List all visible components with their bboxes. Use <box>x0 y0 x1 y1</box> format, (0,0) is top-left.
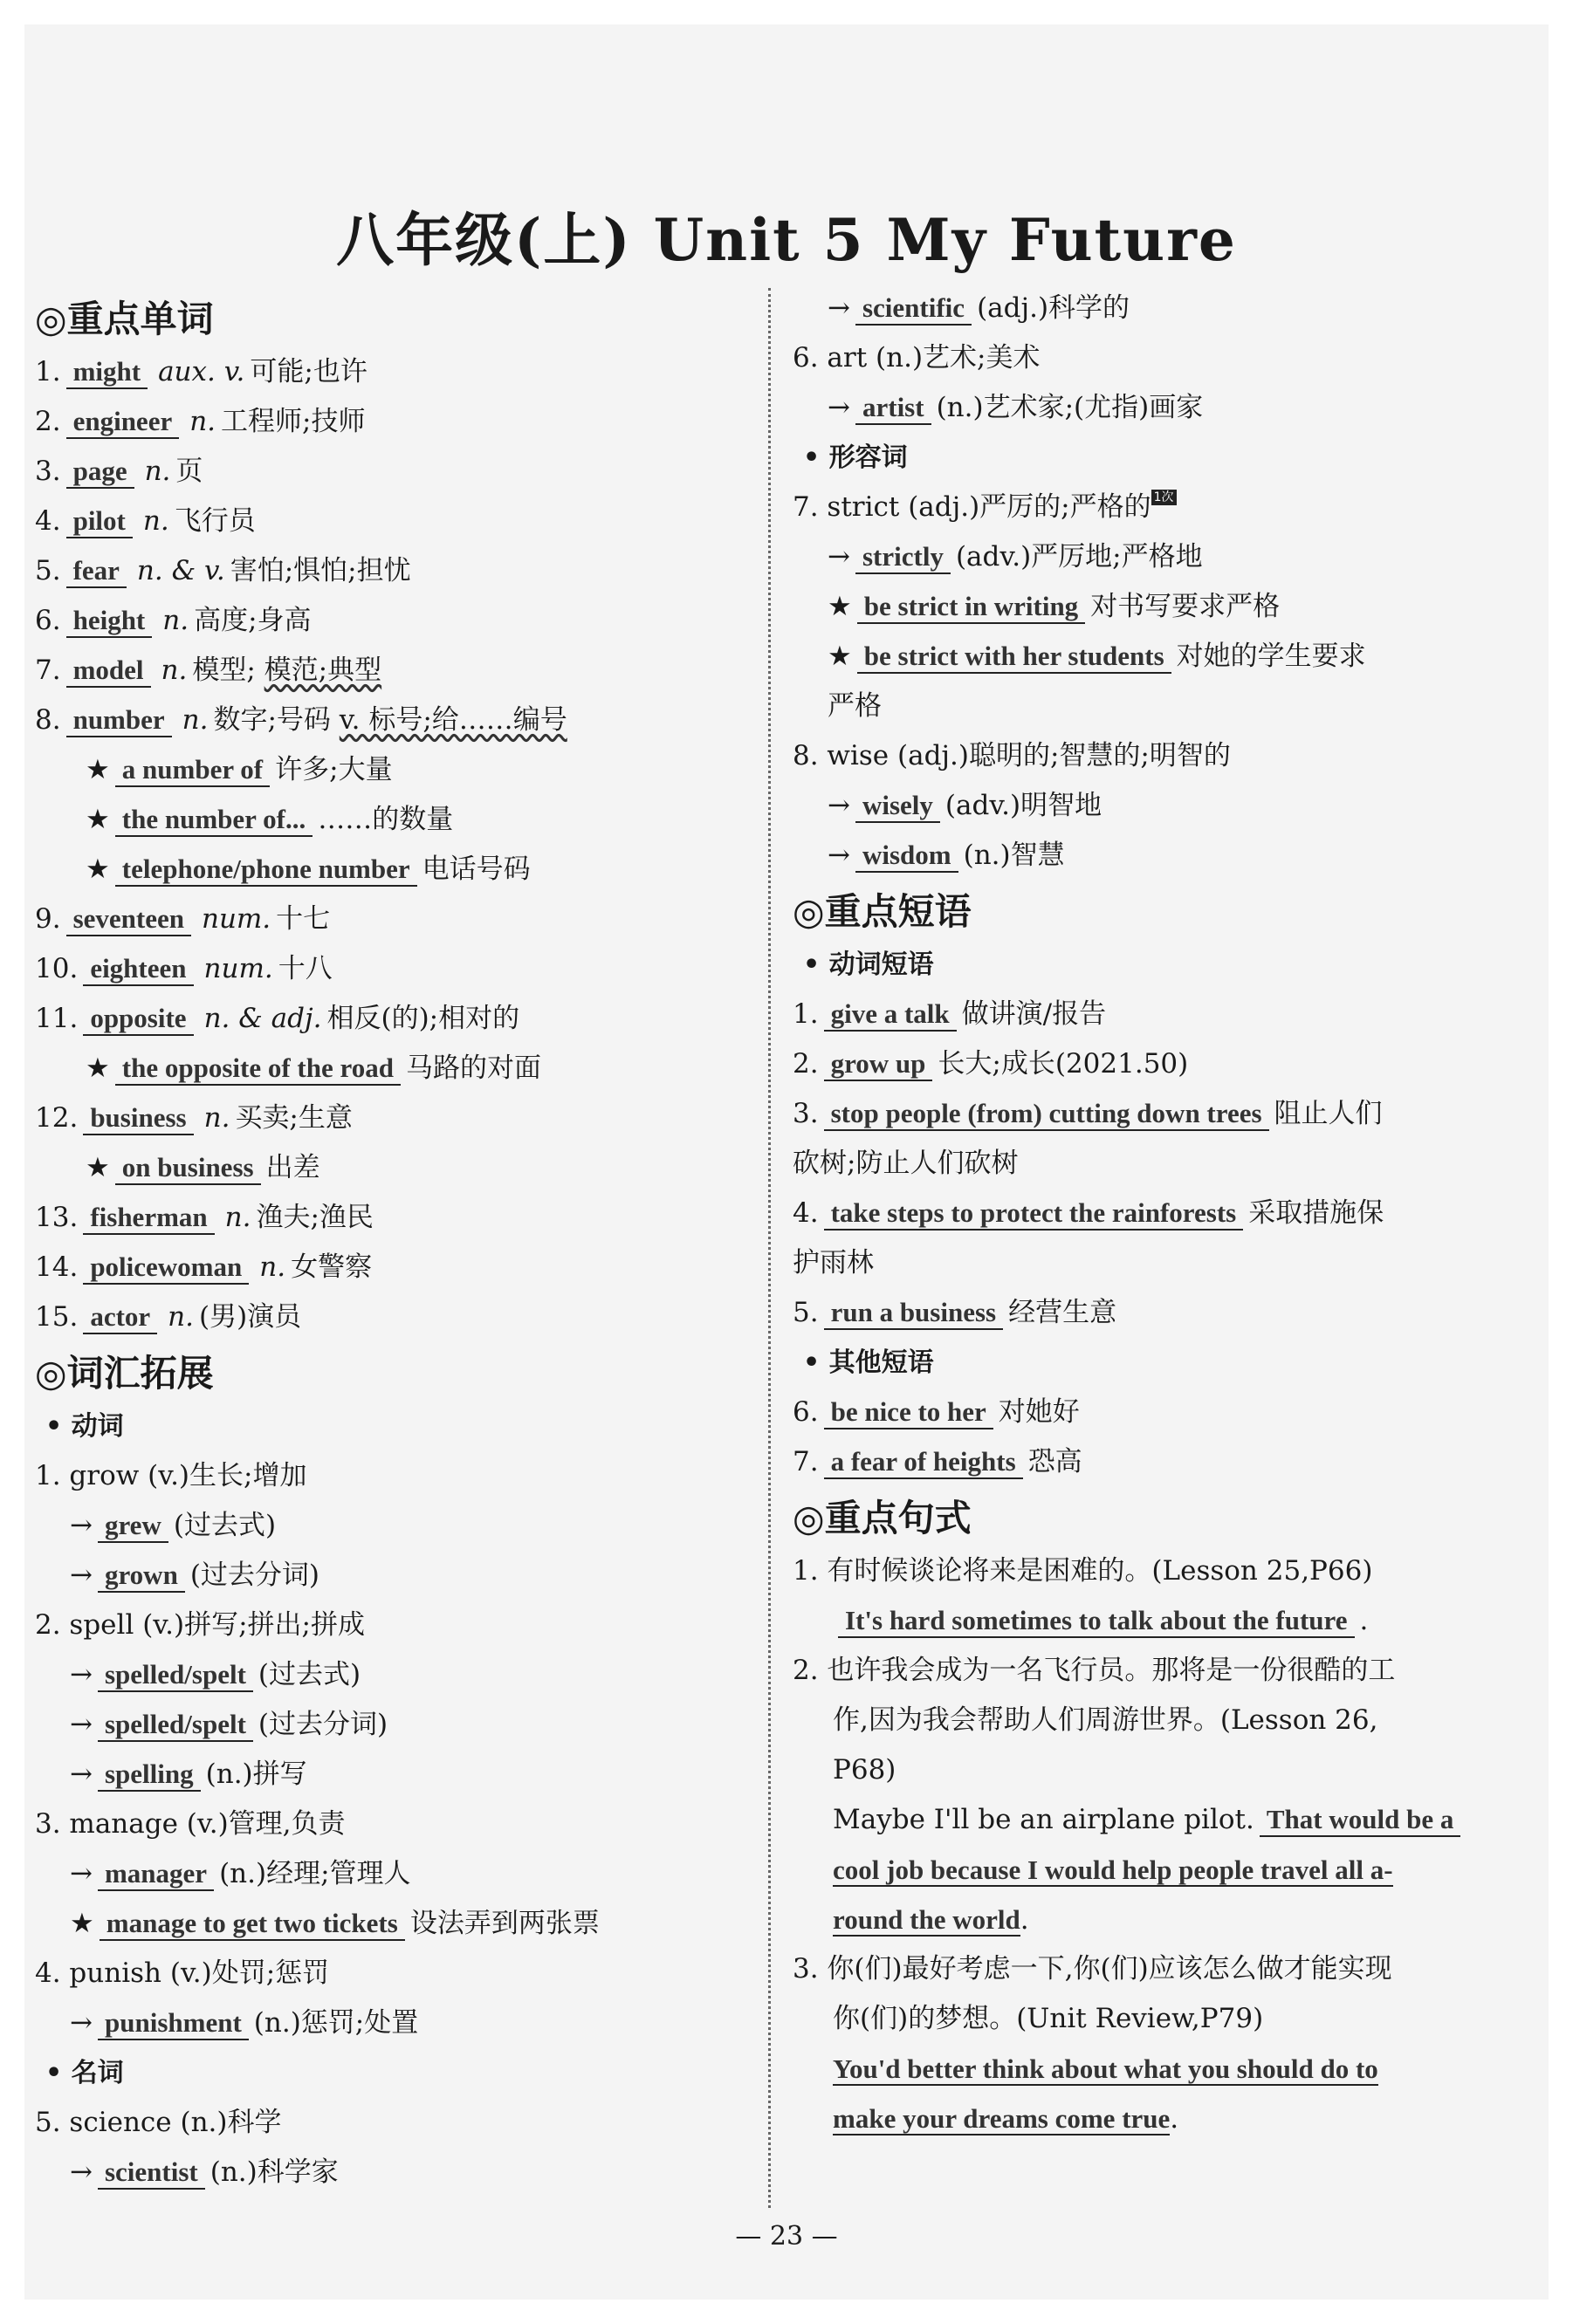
ext-strict-3 <box>793 632 1508 682</box>
ext-art-1 <box>793 383 1508 433</box>
word-item <box>35 696 751 745</box>
sentence-2-q3: P68) <box>833 1754 896 1786</box>
answer: strictly <box>855 541 951 574</box>
part-of-speech: n. <box>142 505 169 537</box>
ext-strict-2 <box>793 582 1508 632</box>
word-item <box>35 646 751 696</box>
answer: be nice to her <box>824 1396 993 1429</box>
arrow-icon: → <box>828 541 850 572</box>
gloss: (过去式) <box>258 1659 361 1690</box>
item-number: 4. <box>793 1197 819 1229</box>
ext-grow-2 <box>35 1551 751 1601</box>
ext-spell-3 <box>35 1750 751 1800</box>
item-number: 7. <box>793 1446 819 1477</box>
word-item <box>35 397 751 447</box>
period: . <box>1020 1904 1029 1936</box>
sentence-2-line1 <box>793 1795 1508 1845</box>
arrow-icon: → <box>70 1858 93 1889</box>
star-icon: ★ <box>828 641 852 672</box>
part-of-speech: n. & adj. <box>203 1003 322 1034</box>
sentence-1-answer <box>793 1596 1508 1646</box>
gloss: 害怕;惧怕;担忧 <box>230 555 411 586</box>
gloss: 对她好 <box>998 1396 1080 1428</box>
gloss: (过去分词) <box>258 1709 388 1740</box>
item-number: 12. <box>35 1102 79 1134</box>
answer: might <box>66 356 148 389</box>
sub-other-phrase: • 其他短语 <box>803 1347 934 1378</box>
sentence-3-q1: 3. 你(们)最好考虑一下,你(们)应该怎么做才能实现 <box>793 1953 1392 1985</box>
word-star-item <box>35 795 751 845</box>
answer: fisherman <box>83 1202 214 1235</box>
answer: the number of... <box>115 804 313 837</box>
word-item <box>35 1292 751 1342</box>
answer: artist <box>855 392 931 425</box>
part-of-speech: n. <box>161 655 188 686</box>
star-icon: ★ <box>86 1152 110 1183</box>
section-key-words: ◎重点单词 <box>35 298 214 340</box>
ext-manage-head: 3. manage (v.)管理,负责 <box>35 1808 346 1840</box>
ext-manage-1 <box>35 1849 751 1899</box>
ext-grow-head: 1. grow (v.)生长;增加 <box>35 1460 307 1491</box>
word-item <box>35 1093 751 1143</box>
word-item <box>35 895 751 944</box>
star-icon: ★ <box>86 854 110 885</box>
arrow-icon: → <box>828 392 850 423</box>
answer: telephone/phone number <box>115 854 417 887</box>
ext-strict-1 <box>793 532 1508 582</box>
period: . <box>1359 1605 1369 1636</box>
item-number: 8. <box>35 704 61 736</box>
answer: be strict with her students <box>857 641 1171 674</box>
phrase-4-cont: 护雨林 <box>793 1247 874 1279</box>
phrase-3 <box>793 1089 1508 1139</box>
right-column <box>793 284 1508 2143</box>
ext-strict-3-cont: 严格 <box>828 690 882 722</box>
gloss: (n.)拼写 <box>205 1758 307 1790</box>
gloss: (n.)艺术家;(尤指)画家 <box>936 392 1204 423</box>
item-number: 5. <box>793 1297 819 1328</box>
gloss: (n.)科学家 <box>210 2156 339 2188</box>
answer: fear <box>66 555 127 588</box>
answer: cool job because I would help people travel all a- <box>833 1854 1393 1885</box>
part-of-speech: n. & v. <box>136 555 225 586</box>
item-number: 3. <box>35 456 61 487</box>
word-item <box>35 1193 751 1243</box>
answer: make your dreams come true <box>833 2103 1171 2134</box>
sentence-2-line3 <box>793 1895 1508 1944</box>
left-column <box>35 288 751 2197</box>
gloss: 设法弄到两张票 <box>409 1908 600 1939</box>
answer: stop people (from) cutting down trees <box>824 1098 1269 1131</box>
phrase-6 <box>793 1388 1508 1437</box>
gloss: 飞行员 <box>174 505 256 537</box>
page-title: 八年级(上) Unit 5 My Future <box>336 206 1237 274</box>
ext-art-head: 6. art (n.)艺术;美术 <box>793 342 1041 374</box>
answer: actor <box>83 1301 157 1334</box>
answer: run a business <box>824 1297 1004 1330</box>
answer: grow up <box>824 1048 933 1081</box>
item-number: 7. <box>35 655 61 686</box>
gloss: 做讲演/报告 <box>961 998 1107 1030</box>
word-star-item <box>35 745 751 795</box>
answer: scientific <box>855 292 972 326</box>
part-of-speech: n. <box>189 406 216 437</box>
answer: eighteen <box>83 953 193 986</box>
phrase-3-cont: 砍树;防止人们砍树 <box>793 1148 1019 1179</box>
ext-manage-2 <box>35 1899 751 1949</box>
phrase-4 <box>793 1189 1508 1238</box>
star-icon: ★ <box>828 591 852 622</box>
answer: opposite <box>83 1003 193 1036</box>
arrow-icon: → <box>828 292 850 324</box>
ext-punish-1 <box>35 1998 751 2048</box>
gloss-emphasis: v. 标号;给……编号 <box>339 704 567 736</box>
sentence-3-line2 <box>793 2094 1508 2143</box>
answer: You'd better think about what you should do to <box>833 2053 1378 2084</box>
ext-grow-1 <box>35 1501 751 1551</box>
gloss: (n.)惩罚;处置 <box>253 2007 419 2039</box>
answer: engineer <box>66 406 180 439</box>
word-item <box>35 944 751 994</box>
ext-science-1 <box>35 2148 751 2197</box>
item-number: 13. <box>35 1202 79 1233</box>
answer: a fear of heights <box>824 1446 1023 1479</box>
item-number: 9. <box>35 903 61 935</box>
gloss: 工程师;技师 <box>221 406 366 437</box>
sub-verb-phrase: • 动词短语 <box>803 949 934 980</box>
star-icon: ★ <box>70 1908 94 1939</box>
ext-science-2 <box>793 284 1508 333</box>
arrow-icon: → <box>70 2156 93 2188</box>
answer: wisdom <box>855 840 958 873</box>
answer: It's hard sometimes to talk about the future <box>838 1605 1355 1638</box>
ext-spell-head: 2. spell (v.)拼写;拼出;拼成 <box>35 1609 365 1641</box>
word-star-item <box>35 845 751 895</box>
gloss: (adj.)科学的 <box>977 292 1130 324</box>
arrow-icon: → <box>70 1560 93 1591</box>
word-item <box>35 1243 751 1292</box>
item-number: 3. <box>793 1098 819 1129</box>
arrow-icon: → <box>70 1709 93 1740</box>
gloss: 买卖;生意 <box>235 1102 353 1134</box>
sentence-1-question: 1. 有时候谈论将来是困难的。(Lesson 25,P66) <box>793 1555 1373 1587</box>
item-number: 10. <box>35 953 79 984</box>
word-star-item <box>35 1044 751 1093</box>
gloss-emphasis: 模范;典型 <box>264 655 382 686</box>
word-item <box>35 546 751 596</box>
item-number: 6. <box>793 1396 819 1428</box>
arrow-icon: → <box>70 1659 93 1690</box>
item-number: 1. <box>35 356 61 387</box>
arrow-icon: → <box>828 790 850 821</box>
answer: model <box>66 655 151 688</box>
sentence-prefix: Maybe I'll be an airplane pilot. <box>833 1804 1254 1835</box>
ext-science-head: 5. science (n.)科学 <box>35 2107 282 2138</box>
answer: a number of <box>115 754 270 787</box>
gloss: 高度;身高 <box>194 605 312 636</box>
part-of-speech: n. <box>144 456 171 487</box>
answer: on business <box>115 1152 261 1185</box>
ext-wise-head: 8. wise (adj.)聪明的;智慧的;明智的 <box>793 740 1231 771</box>
gloss: 电话号码 <box>422 854 531 885</box>
gloss: 对她的学生要求 <box>1176 641 1366 672</box>
word-item <box>35 497 751 546</box>
sub-noun: • 名词 <box>45 2058 124 2088</box>
star-icon: ★ <box>86 804 110 835</box>
part-of-speech: num. <box>201 903 271 935</box>
answer: give a talk <box>824 998 957 1032</box>
phrase-2 <box>793 1039 1508 1089</box>
sub-adj: • 形容词 <box>803 442 908 473</box>
item-number: 15. <box>35 1301 79 1333</box>
sentence-2-q2: 作,因为我会帮助人们周游世界。(Lesson 26, <box>833 1704 1378 1736</box>
answer: page <box>66 456 134 489</box>
gloss: 许多;大量 <box>275 754 393 785</box>
gloss: 恐高 <box>1027 1446 1082 1477</box>
gloss: 十七 <box>276 903 331 935</box>
column-divider <box>768 288 771 2208</box>
part-of-speech: n. <box>162 605 189 636</box>
answer: round the world <box>833 1904 1020 1935</box>
gloss: (n.)智慧 <box>963 840 1065 871</box>
part-of-speech: n. <box>182 704 209 736</box>
gloss: 阻止人们 <box>1274 1098 1383 1129</box>
item-number: 11. <box>35 1003 79 1034</box>
part-of-speech: n. <box>168 1301 194 1333</box>
sub-verb: • 动词 <box>45 1411 124 1442</box>
part-of-speech: aux. v. <box>158 356 245 387</box>
phrase-5 <box>793 1288 1508 1338</box>
sentence-3-q2: 你(们)的梦想。(Unit Review,P79) <box>833 2003 1264 2034</box>
ext-wise-1 <box>793 781 1508 831</box>
answer: manager <box>98 1858 214 1891</box>
word-item <box>35 347 751 397</box>
part-of-speech: n. <box>203 1102 230 1134</box>
gloss: 女警察 <box>291 1251 373 1283</box>
answer: the opposite of the road <box>115 1052 401 1086</box>
phrase-1 <box>793 990 1508 1039</box>
gloss: 采取措施保 <box>1248 1197 1384 1229</box>
answer: spelled/spelt <box>98 1659 253 1692</box>
answer: seventeen <box>66 903 191 936</box>
gloss: 数字;号码 <box>213 704 331 736</box>
word-list <box>35 347 751 1342</box>
item-number: 14. <box>35 1251 79 1283</box>
answer: manage to get two tickets <box>100 1908 405 1941</box>
gloss: 长大;成长(2021.50) <box>938 1048 1189 1080</box>
word-item <box>35 994 751 1044</box>
item-number: 4. <box>35 505 61 537</box>
answer: business <box>83 1102 193 1135</box>
gloss: (过去分词) <box>189 1560 320 1591</box>
gloss: (adv.)严厉地;严格地 <box>955 541 1203 572</box>
answer: policewoman <box>83 1251 249 1285</box>
gloss: 模型; <box>192 655 256 686</box>
gloss: 相反(的);相对的 <box>326 1003 520 1034</box>
head-text: 7. strict (adj.)严厉的;严格的 <box>793 491 1151 523</box>
gloss: (过去式) <box>173 1510 277 1541</box>
star-icon: ★ <box>86 1052 110 1084</box>
item-number: 1. <box>793 998 819 1030</box>
item-number: 2. <box>35 406 61 437</box>
answer: spelled/spelt <box>98 1709 253 1742</box>
answer: scientist <box>98 2156 205 2190</box>
answer: take steps to protect the rainforests <box>824 1197 1244 1231</box>
ext-spell-1 <box>35 1650 751 1700</box>
ext-punish-head: 4. punish (v.)处罚;惩罚 <box>35 1957 330 1989</box>
gloss: 页 <box>175 456 203 487</box>
page-number: — 23 — <box>735 2221 838 2252</box>
gloss: (n.)经理;管理人 <box>219 1858 411 1889</box>
phrase-7 <box>793 1437 1508 1487</box>
answer: height <box>66 605 153 638</box>
section-key-phrases: ◎重点短语 <box>793 890 972 933</box>
gloss: 出差 <box>265 1152 320 1183</box>
period: . <box>1170 2103 1179 2135</box>
ext-spell-2 <box>35 1700 751 1750</box>
item-number: 6. <box>35 605 61 636</box>
star-icon: ★ <box>86 754 110 785</box>
ext-wise-2 <box>793 831 1508 881</box>
answer: grown <box>98 1560 185 1593</box>
gloss: ……的数量 <box>318 804 454 835</box>
frequency-badge: 1次 <box>1151 490 1177 505</box>
gloss: 渔夫;渔民 <box>256 1202 374 1233</box>
answer: pilot <box>66 505 133 538</box>
word-star-item <box>35 1143 751 1193</box>
part-of-speech: num. <box>203 953 273 984</box>
answer: punishment <box>98 2007 249 2040</box>
item-number: 2. <box>793 1048 819 1080</box>
gloss: 可能;也许 <box>250 356 367 387</box>
section-vocab-ext: ◎词汇拓展 <box>35 1352 214 1395</box>
answer: wisely <box>855 790 940 823</box>
answer: be strict in writing <box>857 591 1085 624</box>
gloss: (男)演员 <box>198 1301 302 1333</box>
sentence-2-line2 <box>793 1845 1508 1895</box>
word-item <box>35 596 751 646</box>
arrow-icon: → <box>828 840 850 871</box>
arrow-icon: → <box>70 1510 93 1541</box>
item-number: 5. <box>35 555 61 586</box>
arrow-icon: → <box>70 1758 93 1790</box>
arrow-icon: → <box>70 2007 93 2039</box>
word-item <box>35 447 751 497</box>
answer: grew <box>98 1510 168 1543</box>
part-of-speech: n. <box>224 1202 251 1233</box>
ext-strict-head <box>793 483 1508 532</box>
section-key-sentences: ◎重点句式 <box>793 1497 972 1539</box>
gloss: 十八 <box>278 953 333 984</box>
answer: That would be a <box>1260 1804 1460 1837</box>
gloss: 对书写要求严格 <box>1090 591 1281 622</box>
sentence-2-q1: 2. 也许我会成为一名飞行员。那将是一份很酷的工 <box>793 1655 1396 1686</box>
answer: spelling <box>98 1758 201 1792</box>
part-of-speech: n. <box>259 1251 286 1283</box>
gloss: (adv.)明智地 <box>944 790 1102 821</box>
gloss: 马路的对面 <box>405 1052 541 1084</box>
sentence-3-line1 <box>793 2044 1508 2094</box>
gloss: 经营生意 <box>1008 1297 1117 1328</box>
answer: number <box>66 704 172 737</box>
